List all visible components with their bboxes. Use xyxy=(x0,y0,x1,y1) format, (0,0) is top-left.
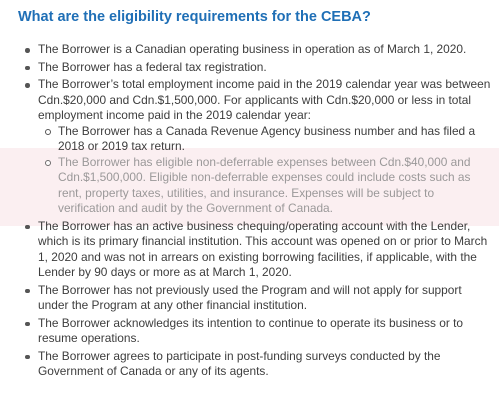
requirement-text: The Borrower has not previously used the Program and will not apply for support under the Program at any other financial institution. xyxy=(38,282,462,312)
requirements-list xyxy=(0,42,499,382)
requirement-text: The Borrower is a Canadian operating business in operation as of March 1, 2020. xyxy=(38,42,467,56)
requirement-item xyxy=(38,42,499,58)
requirement-text: The Borrower has an active business chequing/operating account with the Lender, which is its primary financial institution. This account was opened on or prior to March 1, 2020 and was not in arrears on existing borrowing facilities, if applicable, with the Lender by 90 days or more as at March 1, 2020. xyxy=(38,218,488,279)
sub-requirement-item xyxy=(58,155,491,217)
requirement-item xyxy=(38,316,499,347)
requirement-item xyxy=(38,60,499,76)
requirement-text: The Borrower has a federal tax registration. xyxy=(38,59,267,74)
sub-requirement-text: The Borrower has a Canada Revenue Agency business number and has filed a 2018 or 2019 tax return. xyxy=(58,123,476,153)
sub-requirement-item xyxy=(58,124,491,155)
requirement-item xyxy=(38,349,499,380)
sub-requirement-text: The Borrower has eligible non-deferrable expenses between Cdn.$40,000 and Cdn.$1,500,000. Eligible non-deferrable expenses could include costs such as rent, property taxes, utilities, and insurance. Expenses will be subject to verification and audit by the Government of Canada. xyxy=(58,154,471,215)
requirement-text: The Borrower’s total employment income paid in the 2019 calendar year was between Cdn.$20,000 and Cdn.$1,500,000. For applicants with Cdn.$20,000 or less in total employment income paid in the 2019 calendar year: xyxy=(38,77,491,122)
requirement-text: The Borrower agrees to participate in post-funding surveys conducted by the Government of Canada or any of its agents. xyxy=(38,348,441,378)
requirement-item xyxy=(38,219,499,281)
requirement-item xyxy=(38,77,499,217)
requirement-text: The Borrower acknowledges its intention to continue to operate its business or to resume operations. xyxy=(38,315,463,345)
requirement-item xyxy=(38,283,499,314)
page-heading: What are the eligibility requirements for the CEBA? xyxy=(18,9,371,25)
sub-requirements-list xyxy=(38,124,491,217)
